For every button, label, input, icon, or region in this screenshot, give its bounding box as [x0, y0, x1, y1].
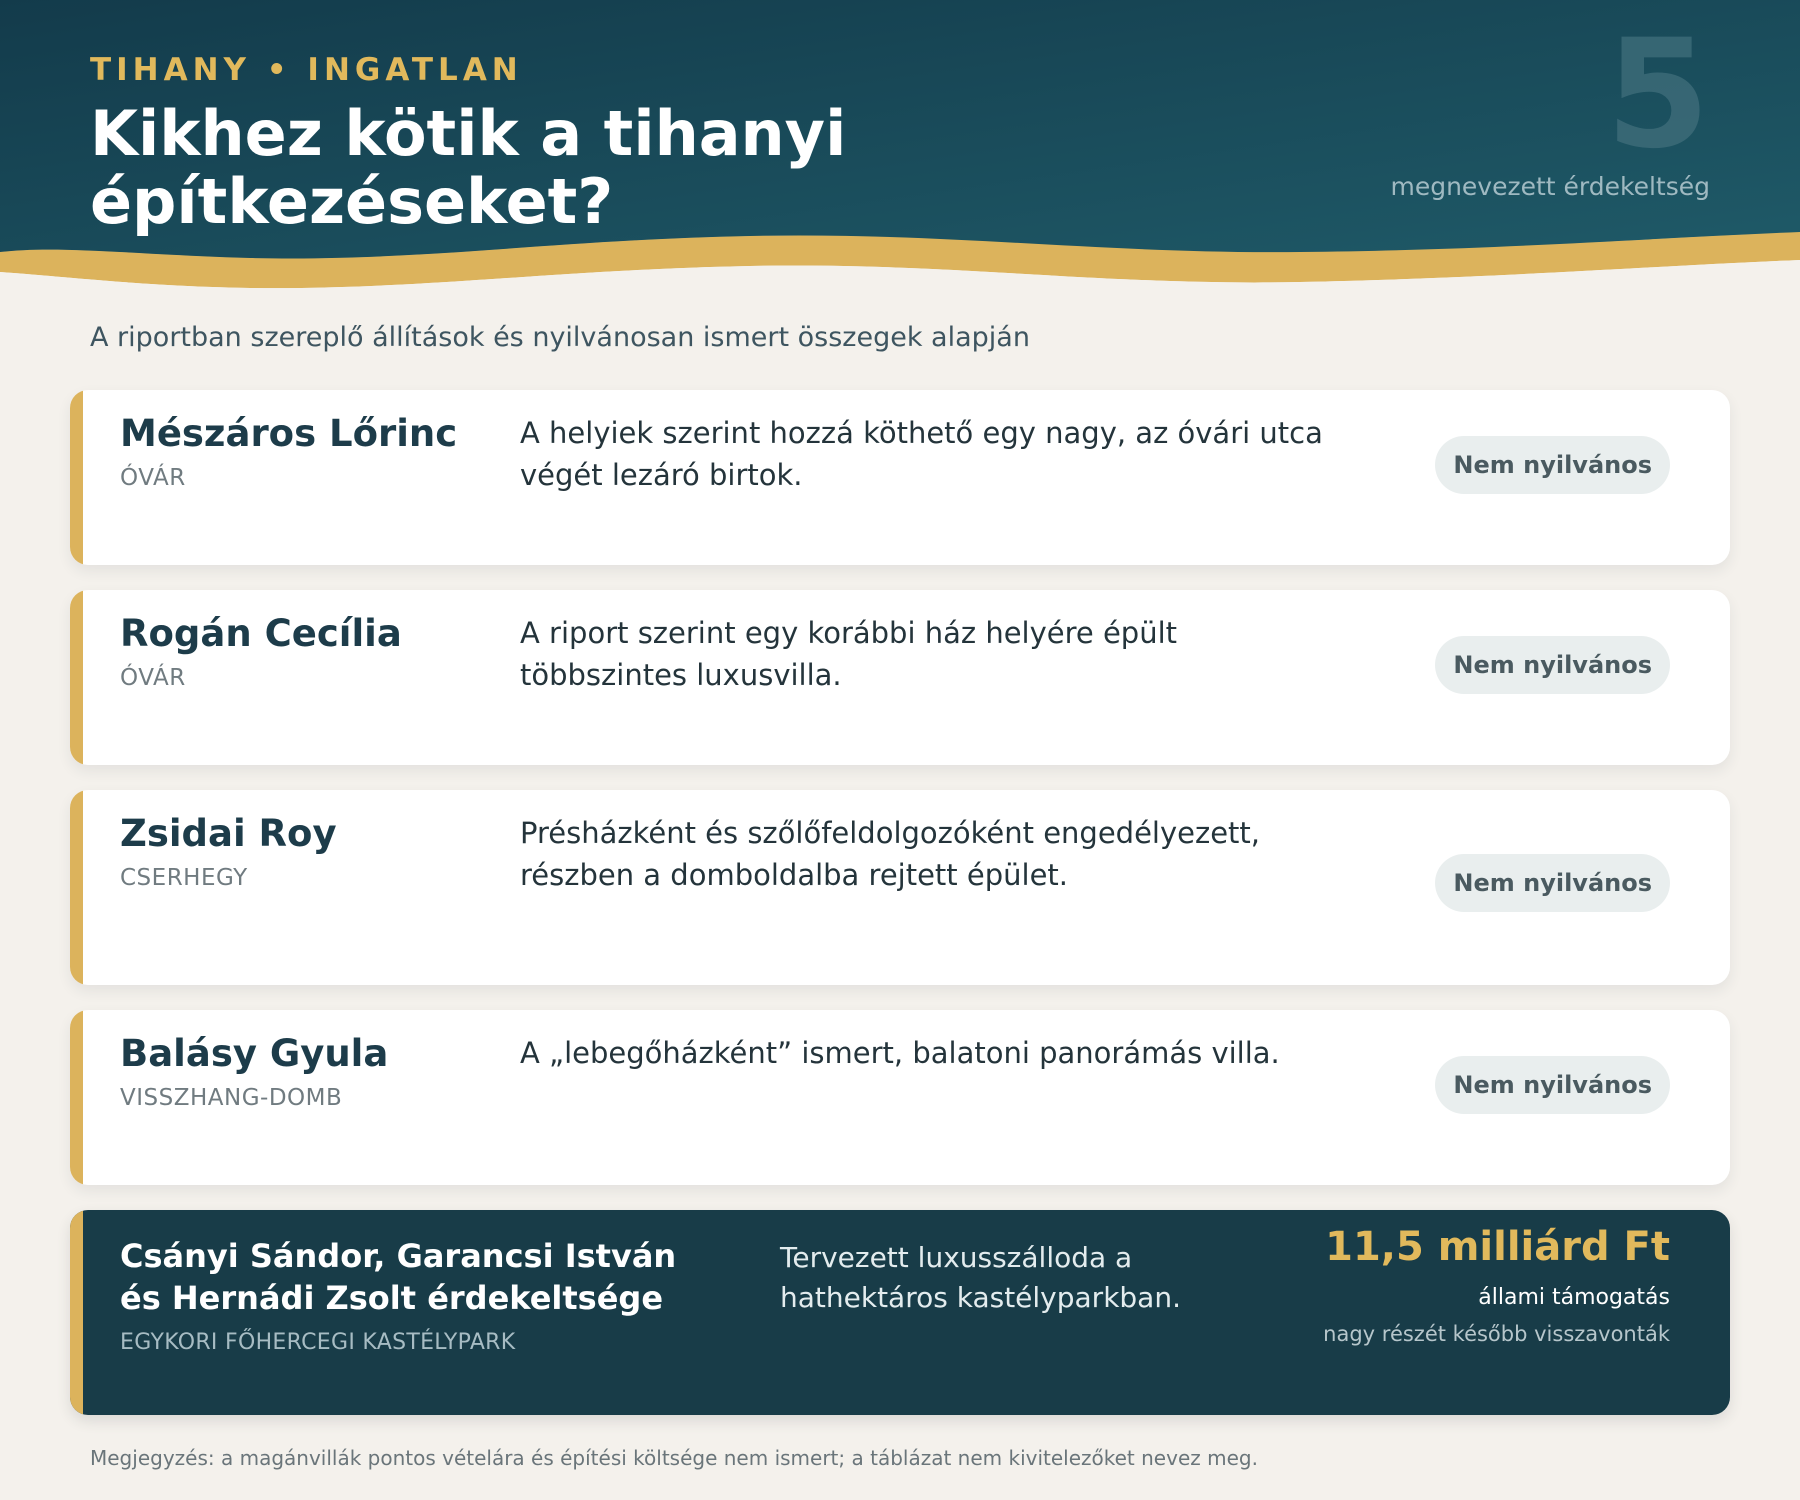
subsidy-label: állami támogatás: [1478, 1285, 1670, 1310]
status-badge: Nem nyilvános: [1435, 1056, 1670, 1114]
header: [0, 0, 1800, 290]
person-name: Mészáros Lőrinc: [120, 412, 458, 455]
status-badge: Nem nyilvános: [1435, 854, 1670, 912]
person-name: Balásy Gyula: [120, 1032, 389, 1075]
person-location: CSERHEGY: [120, 865, 248, 891]
interest-count-label: megnevezett érdekeltség: [1390, 172, 1710, 201]
card-accent-bar: [70, 590, 83, 765]
header-kicker: TIHANY • INGATLAN: [90, 52, 523, 88]
highlight-location: EGYKORI FŐHERCEGI KASTÉLYPARK: [120, 1330, 516, 1355]
subsidy-amount: 11,5 milliárd Ft: [1325, 1224, 1670, 1270]
card-accent-bar: [70, 390, 83, 565]
page-title: Kikhez kötik a tihanyi építkezéseket?: [90, 97, 847, 238]
person-location: ÓVÁR: [120, 465, 186, 491]
person-location: ÓVÁR: [120, 665, 186, 691]
person-description: Présházként és szőlőfeldolgozóként engedélyezett, részben a domboldalba rejtett épület.: [520, 816, 1261, 892]
highlight-card: [70, 1210, 1730, 1415]
person-description: A riport szerint egy korábbi ház helyére épült többszintes luxusvilla.: [520, 616, 1178, 692]
highlight-description: Tervezett luxusszálloda a hathektáros kastélyparkban.: [780, 1241, 1181, 1314]
subsidy-note: nagy részét később visszavonták: [1323, 1322, 1670, 1346]
person-location: VISSZHANG-DOMB: [120, 1085, 343, 1111]
person-name: Rogán Cecília: [120, 612, 402, 655]
person-card: [70, 390, 1730, 565]
interest-count: 5: [1605, 8, 1710, 182]
status-badge: Nem nyilvános: [1435, 636, 1670, 694]
card-accent-bar: [70, 1210, 83, 1415]
person-description: A helyiek szerint hozzá köthető egy nagy, az óvári utca végét lezáró birtok.: [520, 416, 1323, 492]
status-badge: Nem nyilvános: [1435, 436, 1670, 494]
card-accent-bar: [70, 1010, 83, 1185]
person-card: [70, 590, 1730, 765]
card-accent-bar: [70, 790, 83, 985]
person-name: Zsidai Roy: [120, 812, 337, 855]
person-card: [70, 790, 1730, 985]
person-card: [70, 1010, 1730, 1185]
person-description: A „lebegőházként” ismert, balatoni panorámás villa.: [520, 1036, 1280, 1070]
highlight-name: Csányi Sándor, Garancsi István és Hernádi Zsolt érdekeltsége: [120, 1237, 677, 1317]
footnote: Megjegyzés: a magánvillák pontos vételára és építési költsége nem ismert; a táblázat nem kivitelezőket nevez meg.: [90, 1446, 1258, 1470]
page-subtitle: A riportban szereplő állítások és nyilvánosan ismert összegek alapján: [90, 322, 1030, 353]
